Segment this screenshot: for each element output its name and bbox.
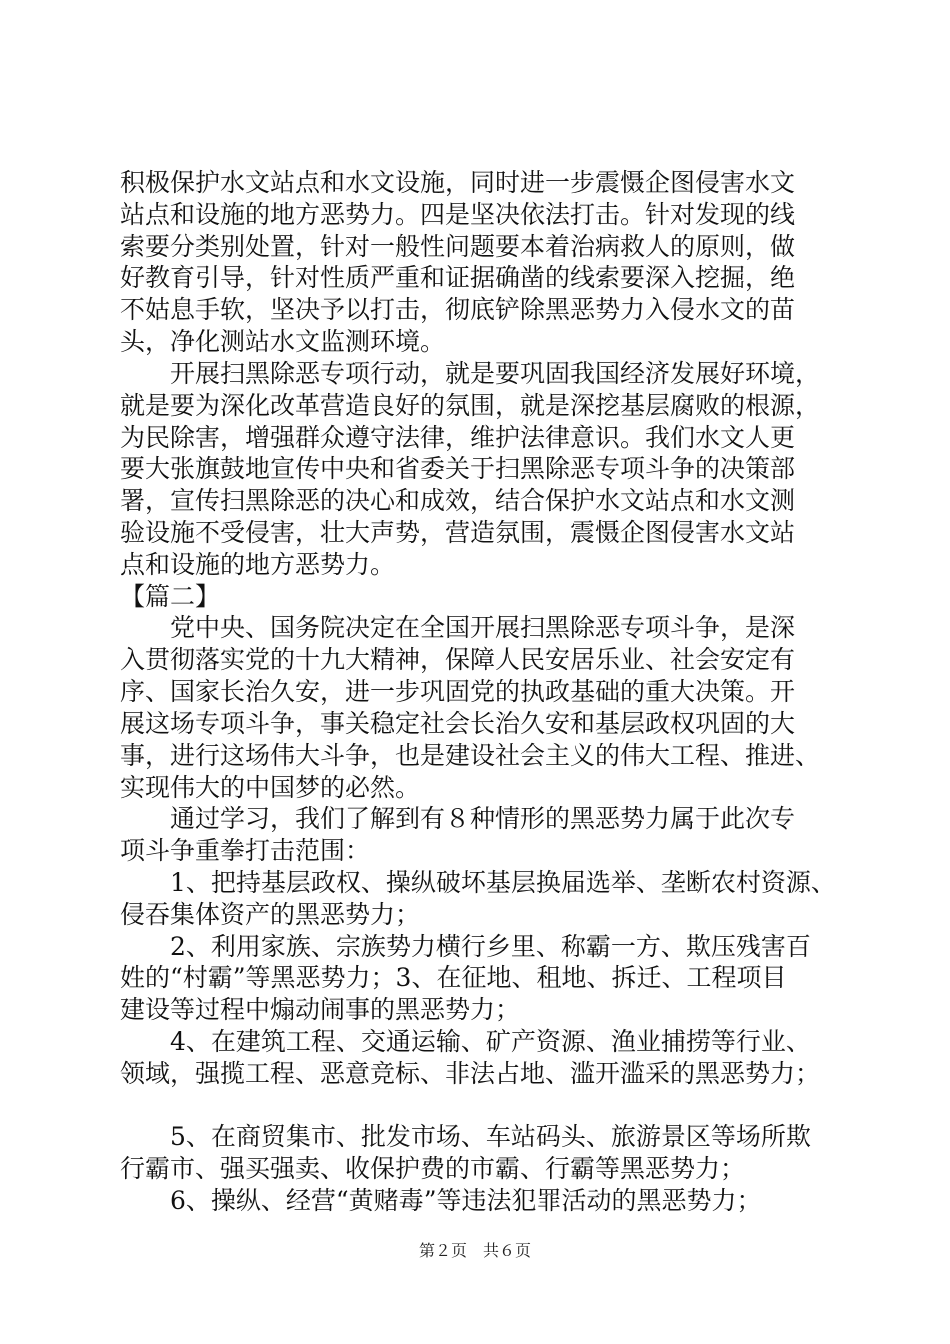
list-item-line: 6、操纵、经营“黄赌毒”等违法犯罪活动的黑恶势力；	[120, 1186, 762, 1215]
body-text-line: 事，进行这场伟大斗争，也是建设社会主义的伟大工程、推进、	[120, 741, 821, 770]
body-text-line: 实现伟大的中国梦的必然。	[120, 773, 421, 802]
body-text-line: 好教育引导，针对性质严重和证据确凿的线索要深入挖掘，绝	[120, 263, 796, 292]
body-text-line: 站点和设施的地方恶势力。四是坚决依法打击。针对发现的线	[120, 200, 796, 229]
paragraph-start-line: 开展扫黑除恶专项行动，就是要巩固我国经济发展好环境，	[120, 359, 821, 388]
paragraph-start-line: 党中央、国务院决定在全国开展扫黑除恶专项斗争，是深	[120, 613, 796, 642]
list-item-line: 领域，强揽工程、恶意竞标、非法占地、滥开滥采的黑恶势力；	[120, 1059, 821, 1088]
body-text-line: 头，净化测站水文监测环境。	[120, 327, 446, 356]
list-item-line: 姓的“村霸”等黑恶势力；3、在征地、租地、拆迁、工程项目	[120, 963, 787, 992]
list-item-line: 行霸市、强买强卖、收保护费的市霸、行霸等黑恶势力；	[120, 1154, 746, 1183]
page-number-footer: 第２页 共６页	[418, 1241, 531, 1260]
body-text-line: 积极保护水文站点和水文设施，同时进一步震慑企图侵害水文	[120, 168, 796, 197]
list-item-line: 5、在商贸集市、批发市场、车站码头、旅游景区等场所欺	[120, 1122, 811, 1151]
body-text-line: 点和设施的地方恶势力。	[120, 550, 396, 579]
section-heading: 【篇二】	[120, 582, 221, 611]
body-text-line: 序、国家长治久安，进一步巩固党的执政基础的重大决策。开	[120, 677, 796, 706]
body-text-line: 项斗争重拳打击范围：	[120, 836, 371, 865]
list-item-line: 4、在建筑工程、交通运输、矿产资源、渔业捕捞等行业、	[120, 1027, 811, 1056]
body-text-line: 要大张旗鼓地宣传中央和省委关于扫黑除恶专项斗争的决策部	[120, 454, 796, 483]
list-item-line: 2、利用家族、宗族势力横行乡里、称霸一方、欺压残害百	[120, 932, 811, 961]
body-text-line: 就是要为深化改革营造良好的氛围，就是深挖基层腐败的根源，	[120, 391, 821, 420]
list-item-line: 1、把持基层政权、操纵破坏基层换届选举、垄断农村资源、	[120, 868, 836, 897]
body-text-line: 索要分类别处置，针对一般性问题要本着治病救人的原则，做	[120, 232, 796, 261]
list-item-line: 建设等过程中煽动闹事的黑恶势力；	[120, 995, 521, 1024]
body-text-line: 入贯彻落实党的十九大精神，保障人民安居乐业、社会安定有	[120, 645, 796, 674]
list-item-line: 侵吞集体资产的黑恶势力；	[120, 900, 421, 929]
paragraph-start-line: 通过学习，我们了解到有８种情形的黑恶势力属于此次专	[120, 804, 796, 833]
body-text-line: 展这场专项斗争，事关稳定社会长治久安和基层政权巩固的大	[120, 709, 796, 738]
body-text-line: 为民除害，增强群众遵守法律，维护法律意识。我们水文人更	[120, 423, 796, 452]
body-text-line: 署，宣传扫黑除恶的决心和成效，结合保护水文站点和水文测	[120, 486, 796, 515]
body-text-line: 不姑息手软，坚决予以打击，彻底铲除黑恶势力入侵水文的苗	[120, 295, 796, 324]
body-text-line: 验设施不受侵害，壮大声势，营造氛围，震慑企图侵害水文站	[120, 518, 796, 547]
